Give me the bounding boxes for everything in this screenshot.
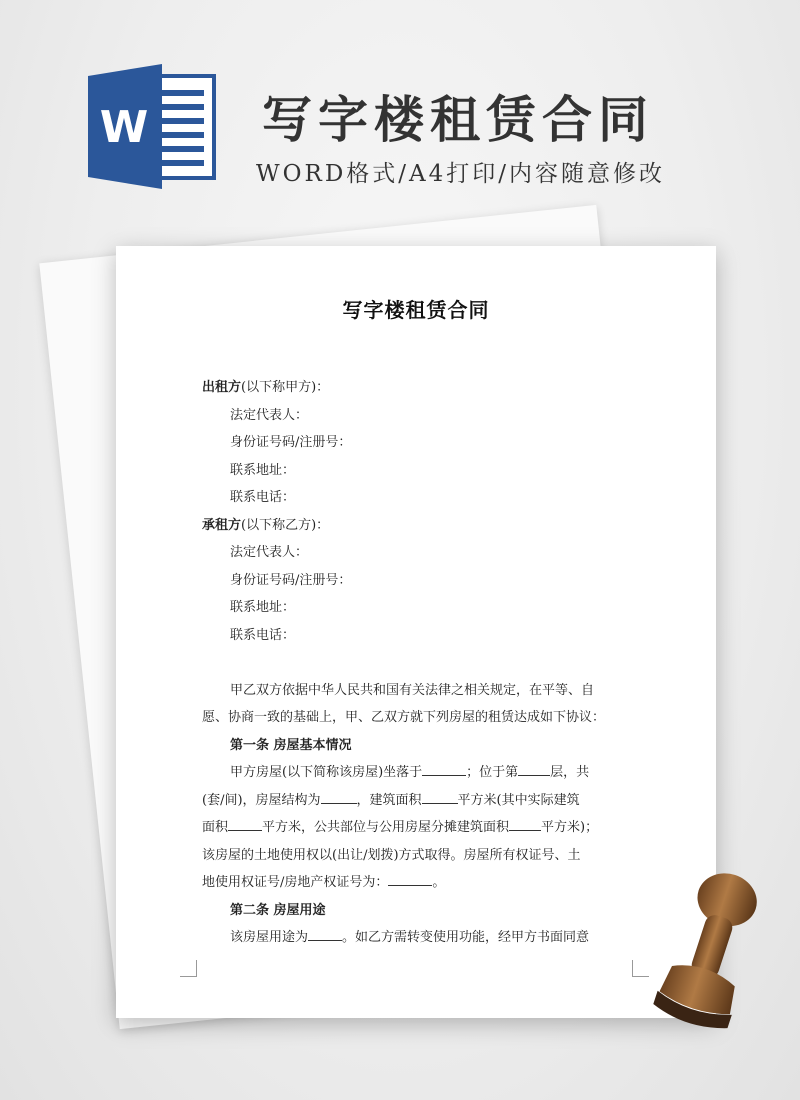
lessor-label: 出租方 — [202, 380, 242, 395]
lessee-label: 承租方 — [202, 517, 242, 533]
article-1-line: 面积 平方米，公共部位与公用房屋分摊建筑面积 平方米)； — [202, 814, 606, 842]
lessor-field: 联系电话： — [230, 490, 296, 505]
document-body — [202, 374, 606, 952]
article-1-line: 地使用权证号/房地产权证号为： 。 — [202, 869, 606, 897]
banner-subtitle: WORD格式/A4打印/内容随意修改 — [256, 161, 665, 187]
banner-title: 写字楼租赁合同 — [262, 91, 654, 149]
article-2-line: 该房屋用途为 。如乙方需转变使用功能，经甲方书面同意 — [202, 924, 606, 952]
lessee-field: 联系电话： — [230, 627, 296, 643]
article-1-line: (套/间)，房屋结构为 ，建筑面积 平方米(其中实际建筑 — [202, 787, 606, 815]
crop-mark-right — [632, 960, 649, 977]
lessor-field: 身份证号码/注册号： — [230, 435, 352, 450]
article-1-line: 该房屋的土地使用权以(出让/划拨)方式取得。房屋所有权证号、土 — [202, 847, 581, 863]
word-logo-icon — [88, 64, 218, 189]
lessor-line — [202, 374, 606, 402]
intro-line: 愿、协商一致的基础上，甲、乙双方就下列房屋的租赁达成如下协议： — [202, 710, 606, 725]
rubber-stamp-icon — [648, 868, 778, 1038]
intro-line: 甲乙双方依据中华人民共和国有关法律之相关规定，在平等、自 — [230, 682, 595, 698]
lessee-note: (以下称乙方)： — [241, 517, 330, 533]
lessee-field: 联系地址： — [230, 600, 296, 615]
lessee-field: 身份证号码/注册号： — [230, 572, 352, 588]
crop-mark-left — [180, 960, 197, 977]
banner — [0, 0, 800, 220]
lessee-line — [202, 512, 606, 540]
lessee-field: 法定代表人： — [230, 545, 309, 560]
article-1-heading: 第一条 房屋基本情况 — [230, 737, 352, 753]
word-logo-letter: W — [99, 102, 149, 153]
document-page — [116, 246, 716, 1018]
lessor-field: 联系地址： — [230, 462, 296, 478]
lessor-note: (以下称甲方)： — [241, 380, 330, 395]
lessor-field: 法定代表人： — [230, 407, 309, 423]
document-title: 写字楼租赁合同 — [342, 298, 490, 322]
article-2-heading: 第二条 房屋用途 — [230, 902, 326, 918]
article-1-line: 甲方房屋(以下简称该房屋)坐落于 ；位于第 层，共 — [202, 759, 606, 787]
